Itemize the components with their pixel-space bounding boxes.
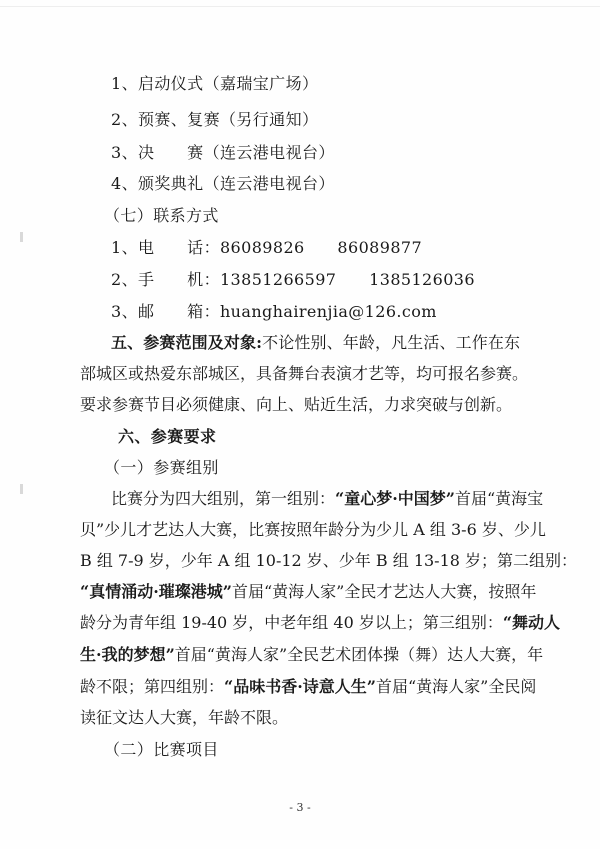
section6-line — [111, 489, 544, 509]
page-number: - 3 - — [289, 801, 311, 814]
body-text: B 组 7-9 岁，少年 A 组 10-12 岁、少年 B 组 13-18 岁；第二组别： — [80, 551, 578, 570]
section5-line: 要求参赛节目必须健康、向上、贴近生活，力求突破与创新。 — [80, 395, 513, 414]
schedule-item: 3、决 赛（连云港电视台） — [111, 143, 335, 162]
body-text: 首届“黄海人家”全民才艺达人大赛，按照年 — [231, 582, 537, 601]
section6-line — [80, 551, 578, 571]
section6-line — [80, 677, 537, 697]
scan-binding-mark — [20, 232, 23, 242]
scan-binding-mark — [20, 484, 23, 494]
body-text: 首届“黄海宝 — [455, 489, 544, 508]
contact-phone: 1、电 话：86089826 86089877 — [111, 238, 423, 257]
contact-email: 3、邮 箱：huanghairenjia@126.com — [111, 302, 437, 321]
section5-text: 不论性别、年龄，凡生活、工作在东 — [262, 333, 520, 352]
section5-line: 部城区或热爱东部城区，具备舞台表演才艺等，均可报名参赛。 — [80, 364, 529, 383]
body-text: 读征文达人大赛，年龄不限。 — [80, 708, 289, 727]
body-text: 首届“黄海人家”全民阅 — [376, 677, 537, 696]
body-text: 首届“黄海人家”全民艺术团体操（舞）达人大赛，年 — [174, 645, 544, 664]
section6-line — [80, 520, 546, 540]
body-text: 龄分为青年组 19-40 岁，中老年组 40 岁以上；第三组别： — [80, 613, 503, 632]
schedule-item: 2、预赛、复赛（另行通知） — [111, 110, 319, 129]
schedule-item: 1、启动仪式（嘉瑞宝广场） — [111, 74, 319, 93]
schedule-item: 4、颁奖典礼（连云港电视台） — [111, 174, 335, 193]
section6-line — [80, 645, 544, 665]
section5-heading: 五、参赛范围及对象: — [111, 333, 263, 352]
section6-subheading: （一）参赛组别 — [104, 458, 219, 477]
group-title: “舞动人 — [502, 613, 561, 632]
contact-mobile: 2、手 机：13851266597 1385126036 — [111, 270, 475, 289]
contact-heading: （七）联系方式 — [104, 206, 219, 225]
section6-line — [80, 582, 537, 602]
section6-subheading: （二）比赛项目 — [104, 740, 219, 759]
body-text: 贝”少儿才艺达人大赛，比赛按照年龄分为少儿 A 组 3-6 岁、少儿 — [80, 520, 546, 539]
scan-top-edge — [0, 6, 600, 7]
body-text: 龄不限；第四组别： — [80, 677, 225, 696]
section6-line — [80, 708, 520, 728]
body-text: 比赛分为四大组别，第一组别： — [111, 489, 336, 508]
group-title: 生·我的梦想” — [80, 645, 175, 664]
group-title: “品味书香·诗意人生” — [224, 677, 376, 696]
group-title: “真情涌动·璀璨港城” — [80, 582, 232, 601]
section5-line — [111, 333, 520, 353]
section6-line — [80, 613, 561, 633]
group-title: “童心梦·中国梦” — [335, 489, 455, 508]
section6-heading: 六、参赛要求 — [118, 427, 217, 446]
